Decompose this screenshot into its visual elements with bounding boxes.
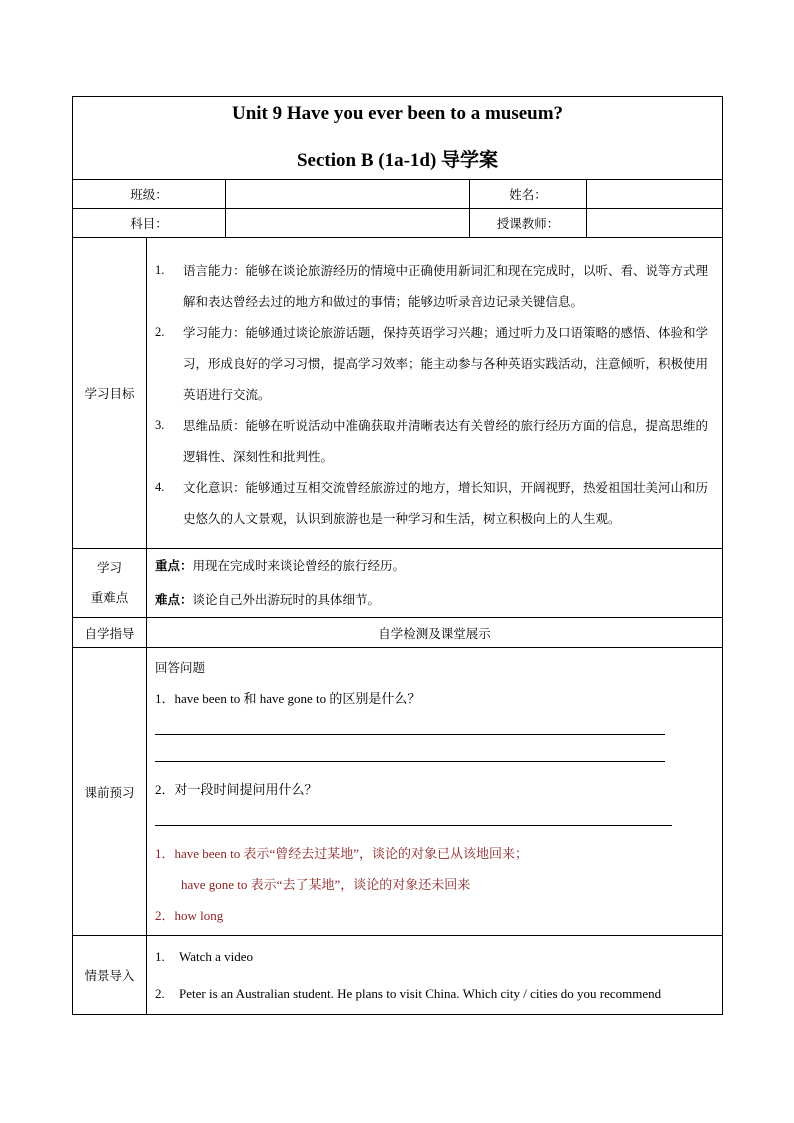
class-label: 班级： [73,180,226,209]
guide-label: 自学指导 [73,618,147,648]
goal-text: 思维品质：能够在听说活动中准确获取并清晰表达有关曾经的旅行经历方面的信息，提高思维的逻辑性、深刻性和批判性。 [183,417,709,464]
scene-content [147,936,723,1015]
goal-number: 2. [155,324,165,339]
preview-heading: 回答问题 [155,660,206,675]
difficulty-line [147,583,722,617]
scene-item [155,938,714,975]
answer-blank[interactable] [155,747,665,762]
question-2: 2．对一段时间提问用什么？ [155,782,318,797]
guide-content: 自学检测及课堂展示 [147,618,723,648]
answer-2: 2．how long [155,908,224,923]
goal-text: 学习能力：能够通过谈论旅游话题，保持英语学习兴趣；通过听力及口语策略的感悟、体验和学习，形成良好的学习习惯，提高学习效率；能主动参与各种英语实践活动，注意倾听，积极使用英语进行交流。 [183,324,709,402]
scene-text: Watch a video [179,949,254,964]
guide-row [73,618,723,648]
title-row [73,97,723,146]
subtitle-row [73,145,723,180]
preview-label: 课前预习 [73,648,147,936]
scene-number: 1. [155,949,165,964]
teacher-label: 授课教师： [470,209,587,238]
goal-item [155,472,714,534]
name-value[interactable] [587,180,723,209]
focus-line [147,549,722,583]
goals-list [147,249,722,538]
page-title: Unit 9 Have you ever been to a museum? [231,103,564,124]
info-row-1 [73,180,723,209]
name-label: 姓名： [470,180,587,209]
key-points-label [73,549,147,618]
goal-number: 1. [155,262,165,277]
scene-label: 情景导入 [73,936,147,1015]
key-points-content [147,549,723,618]
question-1: 1．have been to 和 have gone to 的区别是什么？ [155,691,421,706]
key-points-row [73,549,723,618]
goals-label: 学习目标 [73,238,147,549]
scene-list [147,936,722,1014]
difficulty-label: 难点： [155,592,193,607]
goal-text: 文化意识：能够通过互相交流曾经旅游过的地方，增长知识，开阔视野，热爱祖国壮美河山和历史悠久的人文景观，认识到旅游也是一种学习和生活，树立积极向上的人生观。 [183,479,709,526]
key-points-label-line1: 学习 [96,560,122,575]
class-value[interactable] [226,180,470,209]
subtitle-cell [73,145,723,180]
subject-label: 科目： [73,209,226,238]
preview-body [147,648,722,935]
answer-blank[interactable] [155,811,672,826]
goals-row [73,238,723,549]
goal-item [155,255,714,317]
teacher-value[interactable] [587,209,723,238]
title-cell [73,97,723,146]
goals-content [147,238,723,549]
focus-label: 重点： [155,558,193,573]
goal-item [155,317,714,410]
page-subtitle: Section B (1a-1d) 导学案 [296,150,499,171]
key-points-label-line2: 重难点 [90,590,129,605]
goal-text: 语言能力：能够在谈论旅游经历的情境中正确使用新词汇和现在完成时，以听、看、说等方式理解和表达曾经去过的地方和做过的事情；能够边听录音边记录关键信息。 [183,262,709,309]
scene-row [73,936,723,1015]
difficulty-text: 谈论自己外出游玩时的具体细节。 [192,592,381,607]
scene-number: 2. [155,986,165,1001]
answer-1-line1: 1．have been to 表示“曾经去过某地”，谈论的对象已从该地回来； [155,846,528,861]
preview-content [147,648,723,936]
scene-text: Peter is an Australian student. He plans to visit China. Which city / cities do you recommend [179,986,662,1001]
goal-item [155,410,714,472]
focus-text: 用现在完成时来谈论曾经的旅行经历。 [192,558,406,573]
answer-blank[interactable] [155,720,665,735]
answer-1-line2: have gone to 表示“去了某地”，谈论的对象还未回来 [181,877,471,892]
worksheet-table [72,96,723,1015]
goal-number: 4. [155,479,165,494]
scene-item [155,975,714,1012]
subject-value[interactable] [226,209,470,238]
preview-row [73,648,723,936]
info-row-2 [73,209,723,238]
goal-number: 3. [155,417,165,432]
